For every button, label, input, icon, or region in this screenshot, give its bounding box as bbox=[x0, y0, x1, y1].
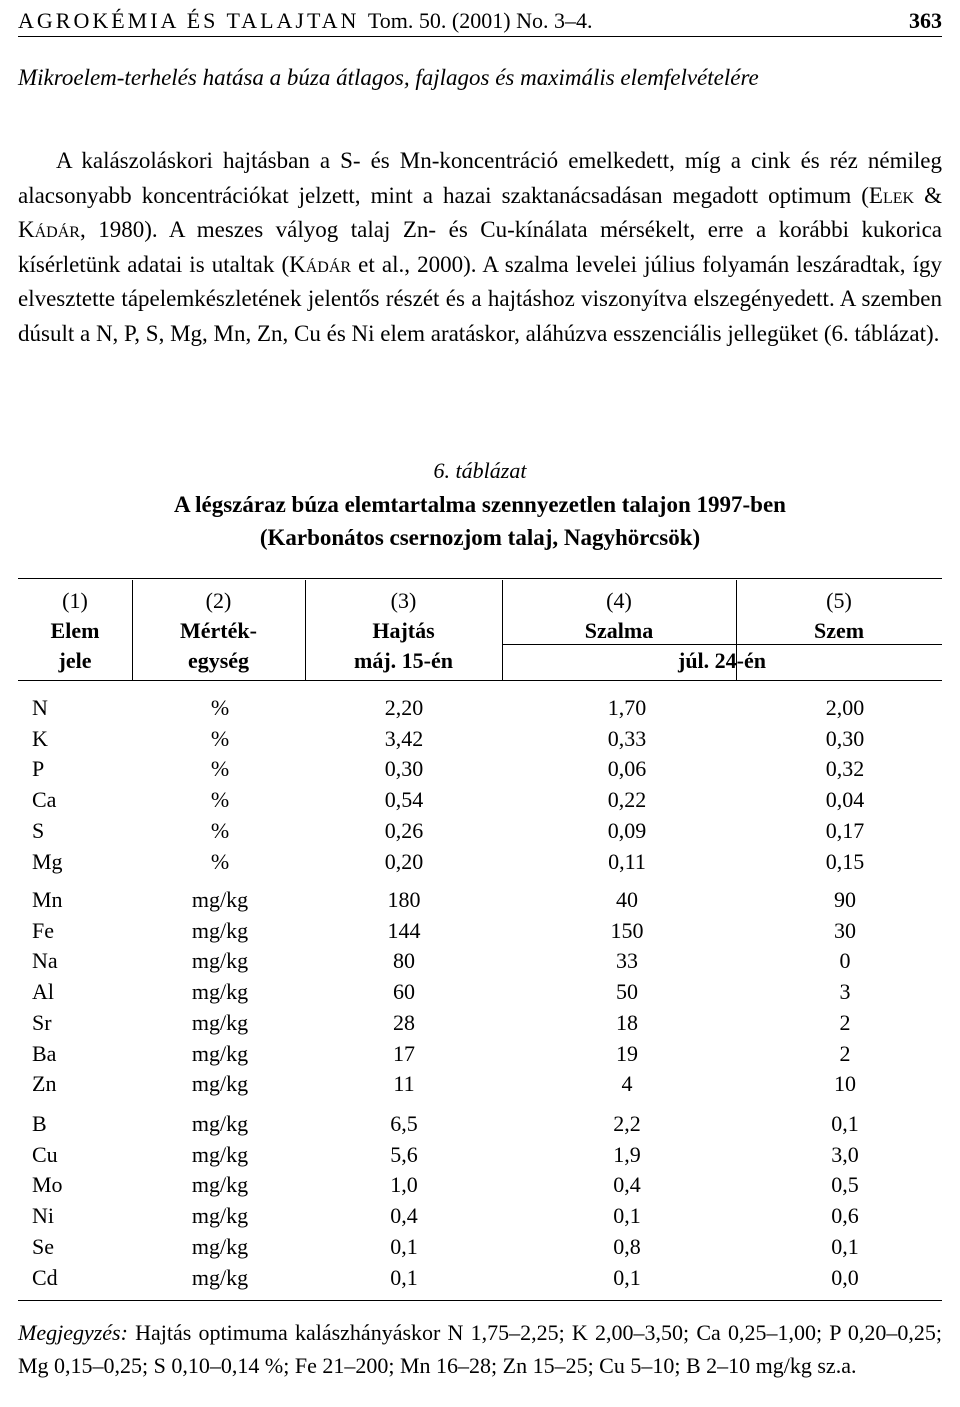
straw-value: 4 bbox=[621, 1071, 633, 1097]
column-label: máj. 15-én bbox=[354, 648, 453, 673]
column-header-4 bbox=[502, 586, 736, 646]
unit: % bbox=[210, 787, 230, 813]
paragraph-text-2: , 1980). A meszes vályog talaj Zn- és Cu-kínálata mérsékelt, erre a korábbi kukorica kísérletünk adatai is utaltak ( bbox=[18, 217, 942, 277]
shoot-value: 0,54 bbox=[384, 787, 424, 813]
grain-value: 2,00 bbox=[825, 695, 865, 720]
unit: mg/kg bbox=[191, 979, 249, 1005]
element-symbol: K bbox=[32, 725, 48, 751]
straw-value: 0,11 bbox=[608, 848, 646, 874]
table-title-line-1: A légszáraz búza elemtartalma szennyezetlen talajon 1997-ben bbox=[174, 492, 786, 517]
element-symbol: N bbox=[32, 695, 48, 720]
element-symbol: Al bbox=[32, 979, 54, 1005]
element-symbol: Na bbox=[32, 948, 58, 974]
element-symbol: Cu bbox=[32, 1141, 58, 1167]
shoot-value: 1,0 bbox=[390, 1172, 418, 1198]
shoot-value: 0,4 bbox=[390, 1203, 418, 1229]
shoot-value: 0,30 bbox=[384, 756, 424, 782]
body-text bbox=[18, 144, 942, 351]
shoot-value: 2,20 bbox=[384, 695, 424, 720]
straw-value: 0,06 bbox=[607, 756, 647, 782]
shoot-value: 0,1 bbox=[390, 1264, 418, 1290]
grain-value: 0,1 bbox=[831, 1111, 859, 1136]
straw-value: 19 bbox=[616, 1040, 638, 1066]
element-symbol: S bbox=[32, 817, 45, 843]
table-note bbox=[18, 1316, 942, 1382]
grain-value: 0,30 bbox=[825, 725, 865, 751]
shoot-value: 17 bbox=[393, 1040, 415, 1066]
straw-value: 0,1 bbox=[613, 1264, 641, 1290]
column-number: (1) bbox=[62, 588, 88, 613]
shoot-value: 80 bbox=[393, 948, 415, 974]
grain-value: 0,15 bbox=[825, 848, 865, 874]
straw-value: 0,09 bbox=[607, 817, 647, 843]
unit: mg/kg bbox=[191, 1040, 249, 1066]
section-title: Mikroelem-terhelés hatása a búza átlagos, fajlagos és maximális elemfelvételére bbox=[18, 65, 759, 90]
element-symbol: Mg bbox=[32, 848, 63, 874]
column-header-1 bbox=[18, 586, 132, 676]
table-number bbox=[0, 458, 960, 484]
straw-value: 40 bbox=[616, 887, 638, 912]
grain-value: 0,17 bbox=[825, 817, 865, 843]
element-symbol: Ba bbox=[32, 1040, 57, 1066]
journal-name: AGROKÉMIA ÉS TALAJTAN bbox=[18, 8, 360, 33]
column-label: Elem bbox=[50, 618, 100, 643]
column-header-5 bbox=[736, 586, 942, 646]
element-symbol: P bbox=[32, 756, 45, 782]
header-bottom-rule bbox=[18, 680, 942, 681]
unit: mg/kg bbox=[191, 1141, 249, 1167]
grain-value: 2 bbox=[839, 1009, 851, 1035]
element-symbol: Se bbox=[32, 1233, 54, 1259]
straw-value: 0,1 bbox=[613, 1203, 641, 1229]
column-number: (2) bbox=[205, 588, 232, 613]
column-number: (5) bbox=[826, 588, 852, 613]
element-symbol: Ca bbox=[32, 787, 57, 813]
element-symbol: Sr bbox=[32, 1009, 52, 1035]
table-title-line-2: (Karbonátos csernozjom talaj, Nagyhörcsök) bbox=[259, 525, 701, 550]
shoot-value: 11 bbox=[393, 1071, 415, 1097]
column-header-3 bbox=[305, 586, 502, 676]
shoot-value: 3,42 bbox=[384, 725, 424, 751]
straw-value: 18 bbox=[616, 1009, 638, 1035]
shoot-value: 5,6 bbox=[390, 1141, 418, 1167]
column-number: (3) bbox=[390, 588, 417, 613]
straw-value: 50 bbox=[616, 979, 638, 1005]
grain-value: 10 bbox=[834, 1071, 856, 1097]
unit: mg/kg bbox=[191, 887, 249, 912]
table-title bbox=[0, 488, 960, 554]
column-label: Mérték- bbox=[180, 618, 257, 643]
grain-value: 90 bbox=[834, 887, 856, 912]
shoot-value: 28 bbox=[393, 1009, 415, 1035]
element-symbol: Mn bbox=[32, 887, 63, 912]
grain-value: 3,0 bbox=[831, 1141, 859, 1167]
author-elek: Elek bbox=[868, 182, 915, 208]
column-label: Hajtás bbox=[372, 618, 435, 643]
element-symbol: Mo bbox=[32, 1172, 63, 1198]
unit: % bbox=[210, 695, 230, 720]
grain-value: 0,32 bbox=[825, 756, 865, 782]
running-header bbox=[18, 6, 942, 37]
author-kadar-2: Kádár bbox=[289, 251, 352, 277]
shoot-value: 6,5 bbox=[390, 1111, 418, 1136]
note-text: Hajtás optimuma kalászhányáskor N 1,75–2,25; K 2,00–3,50; Ca 0,25–1,00; P 0,20–0,25; Mg 0,15–0,25; S 0,10–0,14 %; Fe 21–200; Mn 16–28; Zn 15–25; Cu 5–10; B 2–10 mg/kg sz.a. bbox=[18, 1320, 942, 1378]
unit: % bbox=[210, 817, 230, 843]
unit: % bbox=[210, 725, 230, 751]
grain-value: 0,5 bbox=[831, 1172, 859, 1198]
straw-value: 0,8 bbox=[613, 1233, 641, 1259]
paragraph-text-3: et al., 2000). A szalma levelei július folyamán leszáradtak, így elvesztette tápelemkészletének jelentős részét és a hajtáshoz viszonyítva elszegényedett. A szemben dúsult a N, P, S, Mg, Mn, Zn, Cu és Ni elem aratáskor, aláhúzva esszenciális jellegüket (6. táblázat). bbox=[18, 251, 942, 346]
straw-value: 2,2 bbox=[613, 1111, 641, 1136]
unit: mg/kg bbox=[191, 1111, 249, 1136]
shoot-value: 0,1 bbox=[390, 1233, 418, 1259]
column-header-2 bbox=[132, 586, 305, 676]
journal-volume: Tom. 50. (2001) No. 3–4. bbox=[367, 8, 593, 33]
unit: mg/kg bbox=[191, 917, 249, 943]
shoot-value: 0,26 bbox=[384, 817, 424, 843]
journal-title bbox=[18, 8, 592, 34]
grain-value: 0,1 bbox=[831, 1233, 859, 1259]
note-label: Megjegyzés: bbox=[18, 1320, 128, 1345]
paragraph-text-1: A kalászoláskori hajtásban a S- és Mn-koncentráció emelkedett, míg a cink és réz némileg alacsonyabb koncentrációkat jelzett, mint a hazai szaktanácsadásan megadott optimum ( bbox=[18, 148, 942, 208]
column-label: Szalma bbox=[584, 618, 654, 643]
grain-value: 3 bbox=[839, 979, 851, 1005]
author-kadar: Kádár bbox=[18, 217, 80, 242]
column-label: egység bbox=[187, 648, 250, 673]
element-symbol: Ni bbox=[32, 1203, 54, 1229]
grain-value: 0 bbox=[839, 948, 851, 974]
unit: mg/kg bbox=[191, 1264, 249, 1290]
unit: mg/kg bbox=[191, 1233, 249, 1259]
shared-date-header bbox=[502, 646, 942, 676]
column-label: Szem bbox=[813, 618, 865, 643]
straw-value: 1,70 bbox=[607, 695, 647, 720]
straw-value: 33 bbox=[616, 948, 638, 974]
ampersand: & bbox=[914, 182, 942, 208]
grain-value: 2 bbox=[839, 1040, 851, 1066]
shoot-value: 180 bbox=[387, 887, 421, 912]
grain-value: 0,04 bbox=[825, 787, 865, 813]
unit: mg/kg bbox=[191, 1071, 249, 1097]
unit: mg/kg bbox=[191, 1009, 249, 1035]
unit: % bbox=[210, 756, 230, 782]
unit: mg/kg bbox=[191, 1203, 249, 1229]
unit: % bbox=[210, 848, 230, 874]
element-symbol: Fe bbox=[32, 917, 54, 943]
straw-value: 0,33 bbox=[607, 725, 647, 751]
grain-value: 30 bbox=[834, 917, 856, 943]
grain-value: 0,0 bbox=[831, 1264, 859, 1290]
element-symbol: Cd bbox=[32, 1264, 58, 1290]
shoot-value: 0,20 bbox=[384, 848, 424, 874]
table-bottom-rule bbox=[18, 1300, 942, 1301]
unit: mg/kg bbox=[191, 948, 249, 974]
straw-value: 150 bbox=[610, 917, 644, 943]
column-label: jele bbox=[58, 648, 92, 673]
shoot-value: 60 bbox=[393, 979, 415, 1005]
shared-date-label: júl. 24-én bbox=[678, 648, 766, 673]
straw-value: 0,22 bbox=[607, 787, 647, 813]
unit: mg/kg bbox=[191, 1172, 249, 1198]
table-number-text: 6. táblázat bbox=[433, 458, 527, 483]
element-symbol: B bbox=[32, 1111, 47, 1136]
grain-value: 0,6 bbox=[831, 1203, 859, 1229]
straw-value: 0,4 bbox=[613, 1172, 641, 1198]
column-number: (4) bbox=[606, 588, 632, 613]
paragraph bbox=[18, 144, 942, 351]
element-symbol: Zn bbox=[32, 1071, 57, 1097]
page-number: 363 bbox=[909, 8, 942, 33]
table-top-rule bbox=[18, 578, 942, 579]
straw-value: 1,9 bbox=[613, 1141, 641, 1167]
shoot-value: 144 bbox=[387, 917, 421, 943]
